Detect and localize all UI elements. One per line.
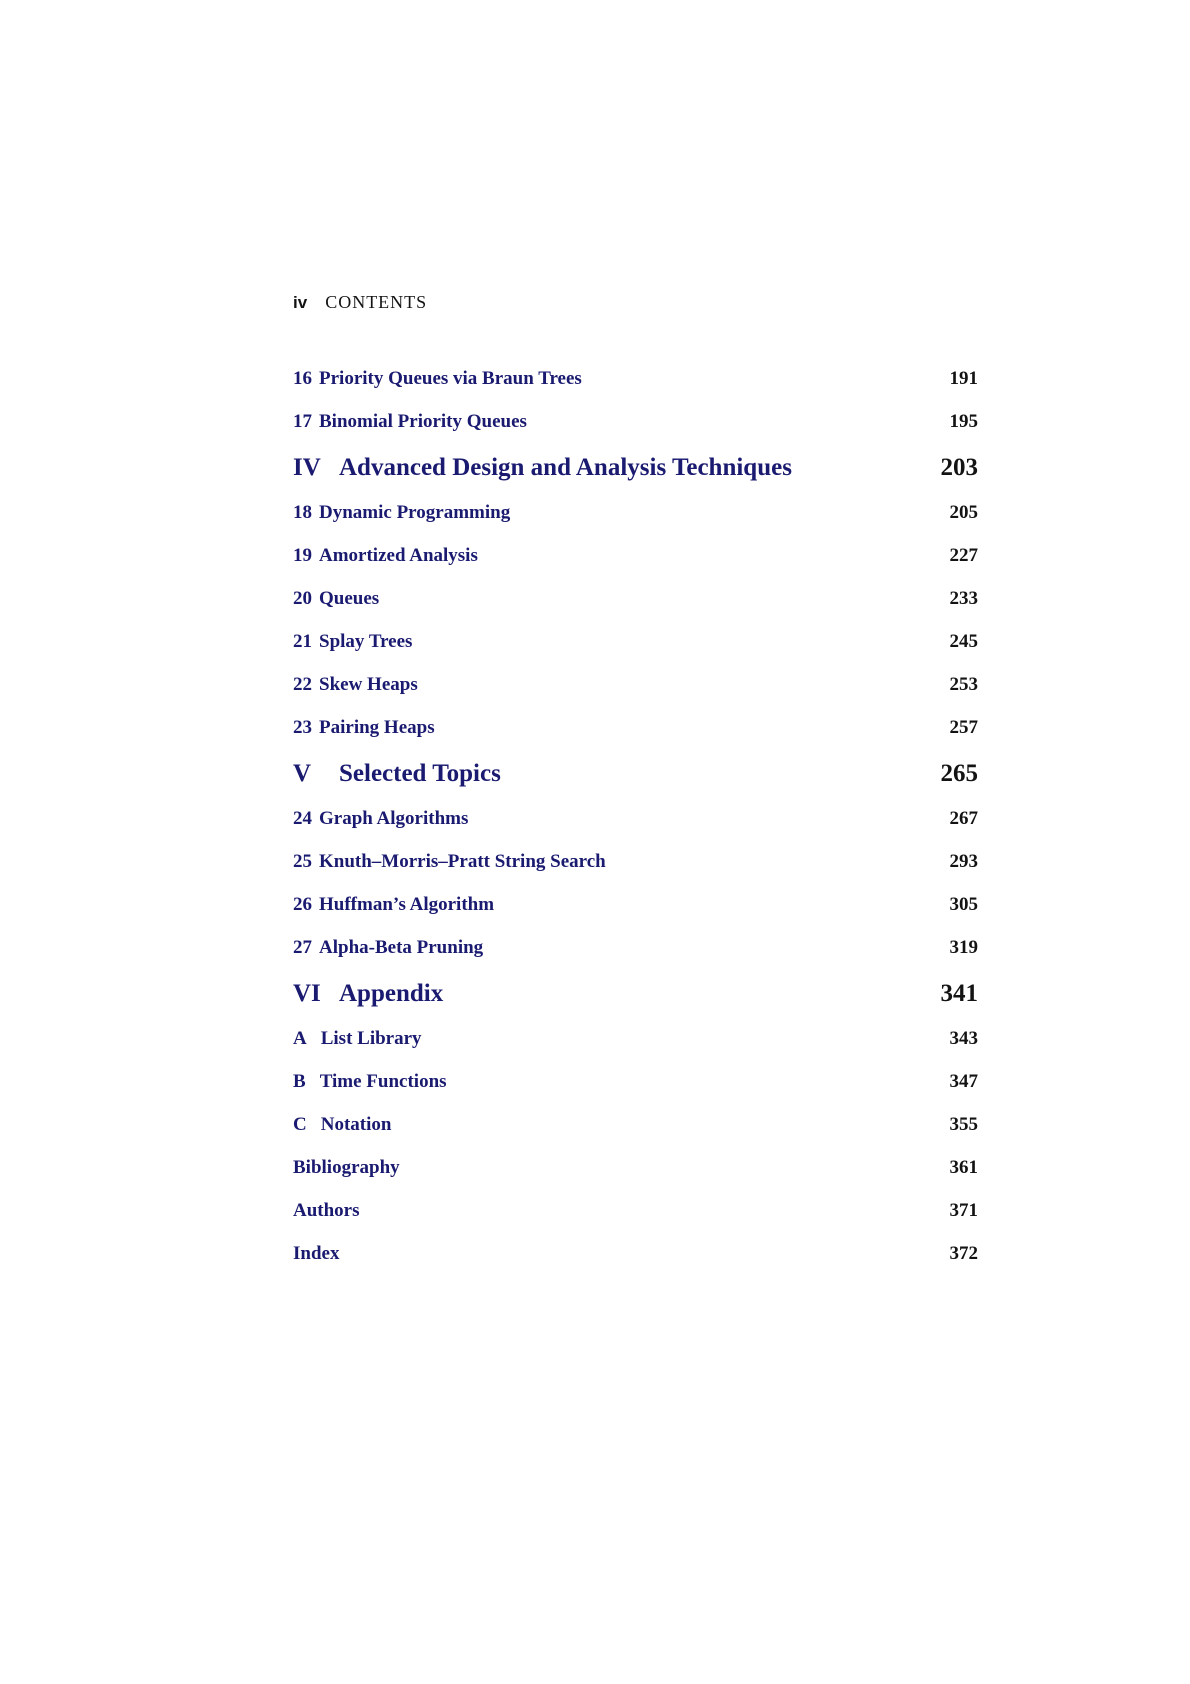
toc-entry-number: 21 [293, 631, 312, 652]
toc-entry-page-number: 371 [949, 1200, 978, 1221]
toc-entry-link[interactable] [293, 674, 418, 695]
toc-entry [293, 1200, 978, 1221]
toc-entry-number: 19 [293, 545, 312, 566]
toc-entry-link[interactable] [293, 411, 527, 432]
toc-entry-page-number: 347 [949, 1071, 978, 1092]
toc-entry-page-number: 293 [949, 851, 978, 872]
toc-entry-link[interactable] [293, 1114, 391, 1135]
toc-entry-link[interactable] [293, 760, 501, 788]
toc-entry [293, 851, 978, 872]
toc-entry-number: B [293, 1071, 306, 1092]
toc-entry [293, 1028, 978, 1049]
toc-entry-number: 16 [293, 368, 312, 389]
toc-entry [293, 674, 978, 695]
toc-entry-title: Alpha-Beta Pruning [319, 937, 484, 958]
toc-entry-link[interactable] [293, 980, 443, 1008]
toc-entry-number: 18 [293, 502, 312, 523]
toc-entry-page-number: 305 [949, 894, 978, 915]
toc-entry-page-number: 191 [949, 368, 978, 389]
toc-entry-title: Binomial Priority Queues [319, 411, 527, 432]
toc-entry-link[interactable] [293, 588, 379, 609]
toc-entry-page-number: 265 [940, 760, 978, 787]
toc-entry-page-number: 245 [949, 631, 978, 652]
toc-part-heading [293, 454, 978, 482]
toc-entry-link[interactable] [293, 1071, 447, 1092]
toc-entry-title: Selected Topics [339, 760, 501, 787]
toc-entry-number: VI [293, 980, 321, 1007]
toc-entry [293, 502, 978, 523]
toc-entry-number: IV [293, 454, 321, 481]
toc-entry-link[interactable] [293, 894, 494, 915]
toc-entry-title: Splay Trees [319, 631, 413, 652]
toc-entry-number: 24 [293, 808, 312, 829]
toc-entry-number: V [293, 760, 312, 787]
toc-entry-title: Advanced Design and Analysis Techniques [339, 454, 792, 481]
toc-entry-number: 27 [293, 937, 312, 958]
toc-entry-page-number: 319 [949, 937, 978, 958]
toc-part-heading [293, 980, 978, 1008]
toc-entry-title: List Library [320, 1028, 422, 1049]
toc-entry-title: Queues [319, 588, 380, 609]
toc-entry-title: Skew Heaps [319, 674, 418, 695]
toc-entry-title: Authors [293, 1200, 360, 1221]
toc-entry [293, 368, 978, 389]
toc-entry-link[interactable] [293, 545, 478, 566]
toc-entry [293, 1071, 978, 1092]
toc-entry [293, 937, 978, 958]
toc-entry [293, 1157, 978, 1178]
toc-entry-link[interactable] [293, 851, 606, 872]
toc-entry-link[interactable] [293, 1157, 400, 1178]
toc-entry-title: Time Functions [319, 1071, 447, 1092]
toc-entry-title: Priority Queues via Braun Trees [319, 368, 582, 389]
toc-entry-title: Pairing Heaps [319, 717, 435, 738]
toc-entry-link[interactable] [293, 937, 483, 958]
toc-entry-link[interactable] [293, 808, 468, 829]
page-number-label: iv [293, 293, 308, 312]
toc-entry [293, 1243, 978, 1264]
toc-entry-page-number: 267 [949, 808, 978, 829]
toc-entry-title: Notation [320, 1114, 392, 1135]
running-header [293, 293, 427, 312]
toc-entry [293, 588, 978, 609]
toc-entry-title: Graph Algorithms [319, 808, 469, 829]
toc-entry-title: Dynamic Programming [319, 502, 511, 523]
toc-entry-page-number: 233 [949, 588, 978, 609]
toc-entry [293, 894, 978, 915]
table-of-contents [293, 368, 978, 1286]
toc-entry-number: 26 [293, 894, 312, 915]
toc-entry-title: Index [293, 1243, 340, 1264]
toc-entry-title: Amortized Analysis [319, 545, 478, 566]
toc-entry-page-number: 253 [949, 674, 978, 695]
toc-entry-page-number: 361 [949, 1157, 978, 1178]
toc-entry-link[interactable] [293, 1028, 422, 1049]
toc-entry-page-number: 205 [949, 502, 978, 523]
toc-entry [293, 808, 978, 829]
toc-entry [293, 717, 978, 738]
toc-entry-page-number: 343 [949, 1028, 978, 1049]
toc-entry-number: 20 [293, 588, 312, 609]
toc-entry-link[interactable] [293, 368, 582, 389]
toc-entry-link[interactable] [293, 1243, 339, 1264]
toc-entry-page-number: 341 [940, 980, 978, 1007]
toc-entry [293, 411, 978, 432]
toc-entry-page-number: 203 [940, 454, 978, 481]
toc-entry-page-number: 195 [949, 411, 978, 432]
toc-entry-page-number: 355 [949, 1114, 978, 1135]
toc-entry-title: Appendix [339, 980, 444, 1007]
toc-entry-page-number: 227 [949, 545, 978, 566]
toc-entry [293, 1114, 978, 1135]
toc-entry [293, 631, 978, 652]
toc-entry-number: C [293, 1114, 307, 1135]
toc-entry-page-number: 372 [949, 1243, 978, 1264]
toc-entry-link[interactable] [293, 502, 510, 523]
toc-entry-number: 22 [293, 674, 312, 695]
toc-entry-title: Huffman’s Algorithm [319, 894, 495, 915]
toc-entry-number: 25 [293, 851, 312, 872]
toc-part-heading [293, 760, 978, 788]
toc-entry [293, 545, 978, 566]
toc-entry-page-number: 257 [949, 717, 978, 738]
toc-entry-title: Bibliography [293, 1157, 400, 1178]
toc-entry-link[interactable] [293, 717, 435, 738]
toc-entry-title: Knuth–Morris–Pratt String Search [319, 851, 606, 872]
running-header-title: CONTENTS [325, 292, 428, 312]
toc-entry-number: 23 [293, 717, 312, 738]
toc-entry-number: A [293, 1028, 307, 1049]
toc-entry-link[interactable] [293, 454, 792, 482]
toc-entry-link[interactable] [293, 1200, 360, 1221]
toc-entry-link[interactable] [293, 631, 412, 652]
toc-entry-number: 17 [293, 411, 312, 432]
